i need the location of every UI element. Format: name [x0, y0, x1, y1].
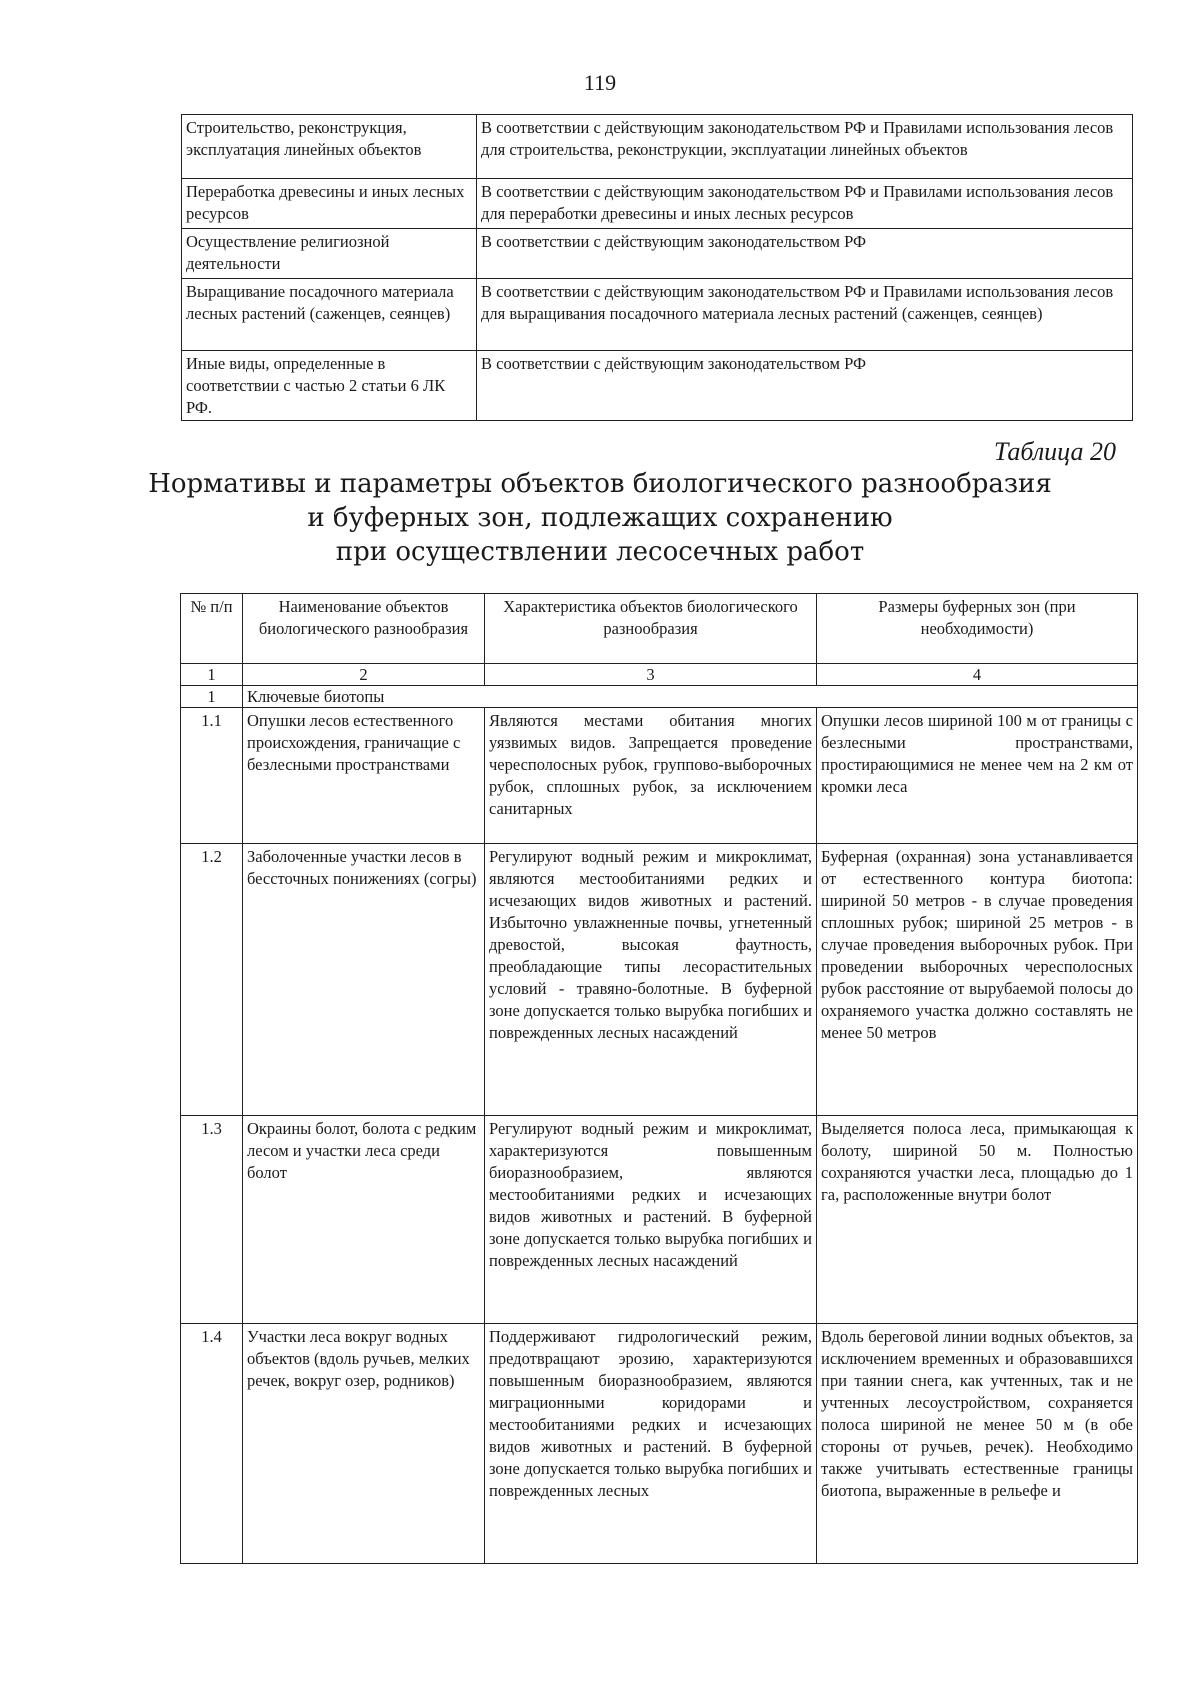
row-name: Заболоченные участки лесов в бессточных понижениях (согры) [243, 844, 485, 1116]
table-row [181, 844, 1138, 1116]
column-number: 4 [817, 664, 1138, 686]
activity-cell: Строительство, реконструкция, эксплуатация линейных объектов [182, 115, 477, 179]
row-buffer: Буферная (охранная) зона устанавливается от естественного контура биотопа: шириной 50 метров - в случае проведения сплошных рубок; шириной 25 метров - в случае проведения выборочных рубок. При проведении выборочных чересполосных рубок расстояние от вырубаемой полосы до охраняемого участка должно составлять не менее 50 метров [817, 844, 1138, 1116]
section-title: Ключевые биотопы [243, 686, 1138, 708]
table-title-line-1: Нормативы и параметры объектов биологического разнообразия [148, 469, 1052, 499]
header-row [181, 594, 1138, 664]
land-use-row [182, 229, 1133, 279]
page-number: 119 [583, 70, 617, 95]
header-characteristic: Характеристика объектов биологического разнообразия [485, 594, 817, 664]
requirements-cell: В соответствии с действующим законодательством РФ [477, 351, 1133, 421]
biodiversity-table [180, 593, 1138, 1564]
row-num: 1.3 [181, 1116, 243, 1324]
row-characteristic: Поддерживают гидрологический режим, предотвращают эрозию, характеризуются повышенным биоразнообразием, являются миграционными коридорами и местообитаниями редких и исчезающих видов животных и растений. В буферной зоне допускается только вырубка погибших и поврежденных лесных [485, 1324, 817, 1564]
activity-cell: Переработка древесины и иных лесных ресурсов [182, 179, 477, 229]
row-characteristic: Регулируют водный режим и микроклимат, характеризуются повышенным биоразнообразием, являются местообитаниями редких и исчезающих видов животных и растений. В буферной зоне допускается только вырубка погибших и поврежденных лесных насаждений [485, 1116, 817, 1324]
header-buffer: Размеры буферных зон (при необходимости) [817, 594, 1138, 664]
table-caption: Таблица 20 [993, 437, 1116, 466]
table-row [181, 1116, 1138, 1324]
table-title-line-3: при осуществлении лесосечных работ [335, 537, 865, 567]
row-num: 1.2 [181, 844, 243, 1116]
row-buffer: Выделяется полоса леса, примыкающая к болоту, шириной 50 м. Полностью сохраняются участки леса, площадью до 1 га, расположенные внутри болот [817, 1116, 1138, 1324]
activity-cell: Выращивание посадочного материала лесных растений (саженцев, сеянцев) [182, 279, 477, 351]
column-number-row [181, 664, 1138, 686]
row-characteristic: Являются местами обитания многих уязвимых видов. Запрещается проведение чересполосных рубок, группово-выборочных рубок, сплошных рубок, за исключением санитарных [485, 708, 817, 844]
requirements-cell: В соответствии с действующим законодательством РФ и Правилами использования лесов для выращивания посадочного материала лесных растений (саженцев, сеянцев) [477, 279, 1133, 351]
row-characteristic: Регулируют водный режим и микроклимат, являются местообитаниями редких и исчезающих видов животных и растений. Избыточно увлажненные почвы, угнетенный древостой, высокая фаутность, преобладающие типы лесорастительных условий - травяно-болотные. В буферной зоне допускается только вырубка погибших и поврежденных лесных насаждений [485, 844, 817, 1116]
land-use-table-body [182, 115, 1133, 421]
table-title [0, 467, 1200, 569]
table-row [181, 1324, 1138, 1564]
row-num: 1.4 [181, 1324, 243, 1564]
land-use-row [182, 115, 1133, 179]
table-title-line-2: и буферных зон, подлежащих сохранению [307, 503, 893, 533]
row-name: Участки леса вокруг водных объектов (вдоль ручьев, мелких речек, вокруг озер, родников) [243, 1324, 485, 1564]
column-number: 1 [181, 664, 243, 686]
column-number: 2 [243, 664, 485, 686]
activity-cell: Иные виды, определенные в соответствии с частью 2 статьи 6 ЛК РФ. [182, 351, 477, 421]
header-name: Наименование объектов биологического разнообразия [243, 594, 485, 664]
row-num: 1.1 [181, 708, 243, 844]
section-num: 1 [181, 686, 243, 708]
section-row [181, 686, 1138, 708]
biodiversity-table-body [181, 708, 1138, 1564]
row-buffer: Вдоль береговой линии водных объектов, за исключением временных и образовавшихся при таянии снега, как учтенных, так и не учтенных лесоустройством, сохраняется полоса шириной не менее 50 м (в обе стороны от ручьев, речек). Необходимо также учитывать естественные границы биотопа, выраженные в рельефе и [817, 1324, 1138, 1564]
table-row [181, 708, 1138, 844]
biodiversity-table-header [181, 594, 1138, 708]
activity-cell: Осуществление религиозной деятельности [182, 229, 477, 279]
requirements-cell: В соответствии с действующим законодательством РФ и Правилами использования лесов для переработки древесины и иных лесных ресурсов [477, 179, 1133, 229]
requirements-cell: В соответствии с действующим законодательством РФ [477, 229, 1133, 279]
row-name: Окраины болот, болота с редким лесом и участки леса среди болот [243, 1116, 485, 1324]
land-use-row [182, 179, 1133, 229]
row-name: Опушки лесов естественного происхождения, граничащие с безлесными пространствами [243, 708, 485, 844]
header-num: № п/п [181, 594, 243, 664]
requirements-cell: В соответствии с действующим законодательством РФ и Правилами использования лесов для строительства, реконструкции, эксплуатации линейных объектов [477, 115, 1133, 179]
column-number: 3 [485, 664, 817, 686]
land-use-row [182, 351, 1133, 421]
land-use-row [182, 279, 1133, 351]
row-buffer: Опушки лесов шириной 100 м от границы с безлесными пространствами, простирающимися не менее чем на 2 км от кромки леса [817, 708, 1138, 844]
land-use-table [181, 114, 1133, 421]
